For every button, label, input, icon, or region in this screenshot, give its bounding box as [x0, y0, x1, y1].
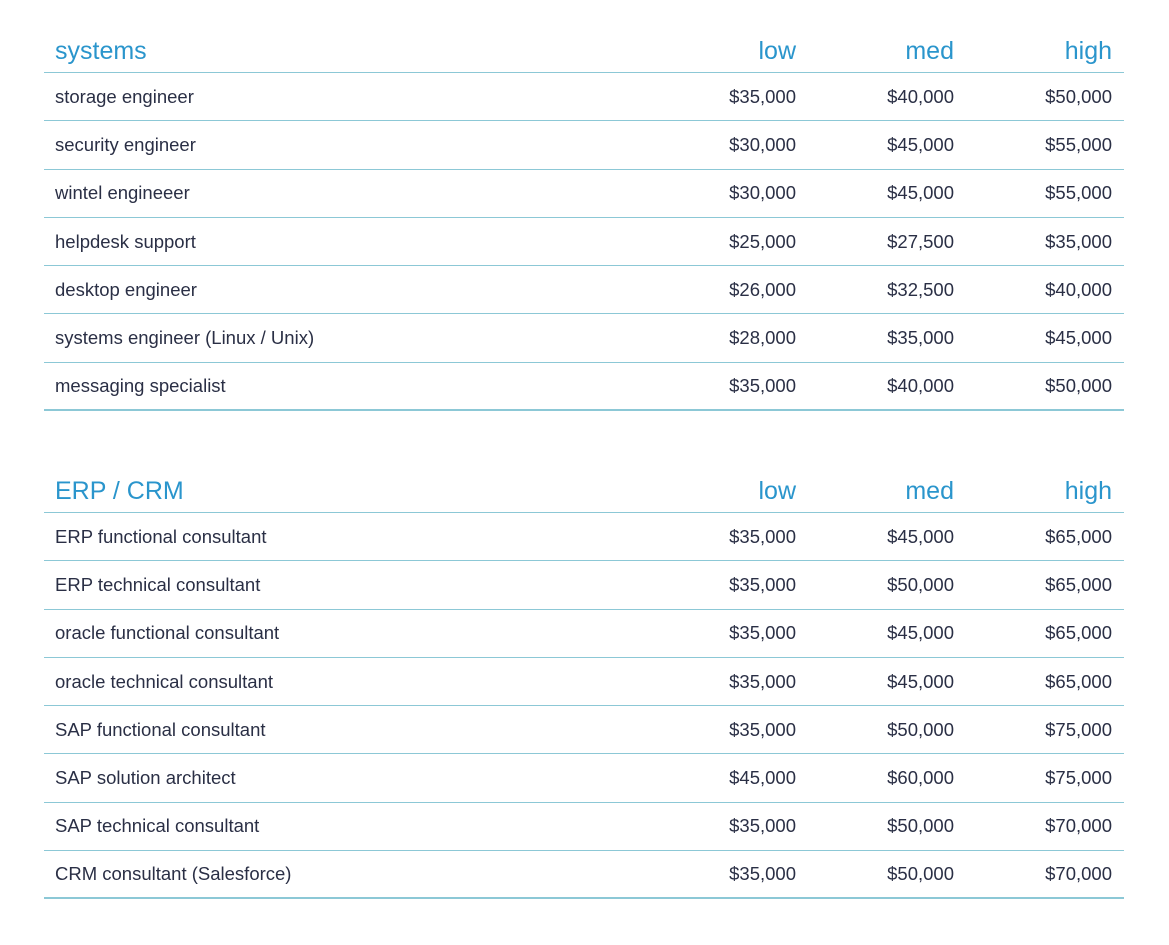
salary-med: $50,000	[887, 573, 954, 595]
salary-low: $35,000	[729, 85, 796, 107]
salary-med: $50,000	[887, 815, 954, 837]
salary-high: $70,000	[1045, 815, 1112, 837]
table-row	[44, 803, 1124, 851]
salary-med: $50,000	[887, 863, 954, 885]
role-name: ERP functional consultant	[55, 525, 267, 547]
role-name: desktop engineer	[55, 278, 197, 300]
erp-crm-salary-table	[44, 468, 1124, 899]
salary-low: $25,000	[729, 230, 796, 252]
salary-med: $60,000	[887, 767, 954, 789]
table-row	[44, 73, 1124, 121]
column-header-low: low	[758, 37, 796, 65]
salary-high: $55,000	[1045, 182, 1112, 204]
table-row	[44, 266, 1124, 314]
salary-high: $45,000	[1045, 327, 1112, 349]
salary-high: $40,000	[1045, 278, 1112, 300]
salary-med: $40,000	[887, 374, 954, 396]
table-row	[44, 561, 1124, 609]
salary-high: $50,000	[1045, 374, 1112, 396]
role-name: ERP technical consultant	[55, 573, 261, 595]
role-name: oracle technical consultant	[55, 670, 274, 692]
salary-low: $35,000	[729, 622, 796, 644]
salary-low: $35,000	[729, 374, 796, 396]
salary-med: $40,000	[887, 85, 954, 107]
role-name: SAP functional consultant	[55, 718, 266, 740]
salary-med: $27,500	[887, 230, 954, 252]
role-name: helpdesk support	[55, 230, 196, 252]
role-name: SAP technical consultant	[55, 815, 260, 837]
role-name: systems engineer (Linux / Unix)	[55, 327, 315, 349]
salary-low: $35,000	[729, 670, 796, 692]
salary-med: $45,000	[887, 622, 954, 644]
table-title: systems	[55, 37, 147, 65]
salary-high: $75,000	[1045, 718, 1112, 740]
salary-low: $35,000	[729, 573, 796, 595]
column-header-med: med	[905, 37, 954, 65]
salary-med: $32,500	[887, 278, 954, 300]
salary-med: $45,000	[887, 525, 954, 547]
salary-high: $65,000	[1045, 670, 1112, 692]
salary-low: $30,000	[729, 133, 796, 155]
table-row	[44, 513, 1124, 561]
table-row	[44, 706, 1124, 754]
table-header	[44, 468, 1124, 513]
column-header-med: med	[905, 477, 954, 505]
salary-high: $75,000	[1045, 767, 1112, 789]
salary-low: $28,000	[729, 327, 796, 349]
systems-salary-table	[44, 28, 1124, 411]
role-name: SAP solution architect	[55, 767, 236, 789]
salary-low: $30,000	[729, 182, 796, 204]
salary-low: $35,000	[729, 525, 796, 547]
role-name: storage engineer	[55, 85, 194, 107]
salary-med: $45,000	[887, 182, 954, 204]
salary-med: $50,000	[887, 718, 954, 740]
salary-low: $35,000	[729, 863, 796, 885]
table-row	[44, 170, 1124, 218]
table-row	[44, 658, 1124, 706]
salary-low: $45,000	[729, 767, 796, 789]
role-name: oracle functional consultant	[55, 622, 280, 644]
table-row	[44, 218, 1124, 266]
salary-high: $50,000	[1045, 85, 1112, 107]
table-header	[44, 28, 1124, 73]
role-name: security engineer	[55, 133, 196, 155]
salary-low: $26,000	[729, 278, 796, 300]
column-header-low: low	[758, 477, 796, 505]
salary-high: $65,000	[1045, 573, 1112, 595]
table-row	[44, 314, 1124, 362]
salary-high: $65,000	[1045, 525, 1112, 547]
table-row	[44, 851, 1124, 899]
role-name: CRM consultant (Salesforce)	[55, 863, 292, 885]
table-row	[44, 754, 1124, 802]
salary-high: $70,000	[1045, 863, 1112, 885]
salary-high: $55,000	[1045, 133, 1112, 155]
salary-med: $45,000	[887, 670, 954, 692]
role-name: wintel engineeer	[55, 182, 190, 204]
column-header-high: high	[1064, 477, 1112, 505]
column-header-high: high	[1064, 37, 1112, 65]
salary-med: $45,000	[887, 133, 954, 155]
salary-high: $65,000	[1045, 622, 1112, 644]
role-name: messaging specialist	[55, 374, 226, 396]
table-title: ERP / CRM	[55, 477, 184, 505]
table-row	[44, 610, 1124, 658]
table-row	[44, 363, 1124, 411]
table-row	[44, 121, 1124, 169]
salary-med: $35,000	[887, 327, 954, 349]
salary-low: $35,000	[729, 718, 796, 740]
salary-high: $35,000	[1045, 230, 1112, 252]
salary-low: $35,000	[729, 815, 796, 837]
